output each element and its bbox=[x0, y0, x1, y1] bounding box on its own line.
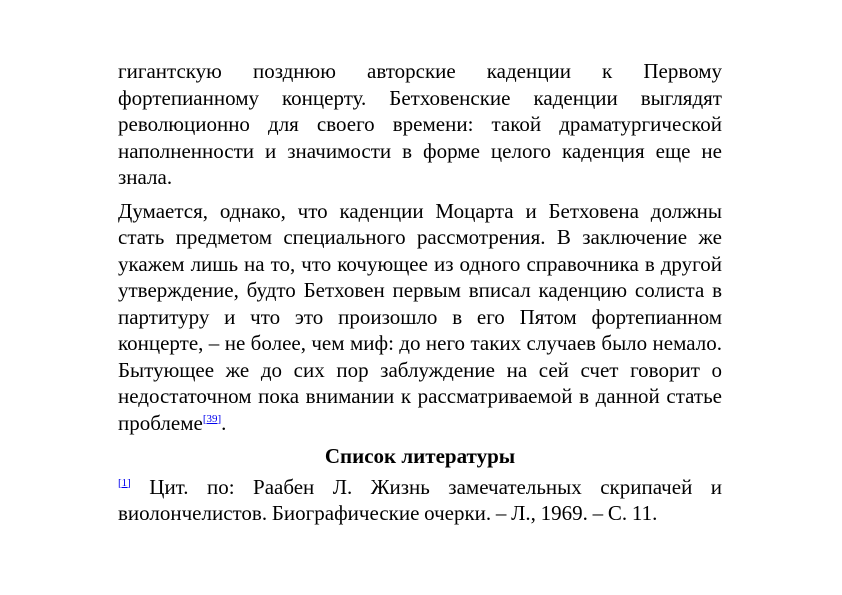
bibliography-heading: Список литературы bbox=[324, 444, 516, 468]
document-body bbox=[118, 58, 722, 534]
footnote-link-39[interactable]: [39] bbox=[202, 412, 222, 425]
paragraph-conclusion bbox=[118, 198, 722, 437]
footnote-link-1[interactable]: [1] bbox=[118, 476, 131, 489]
bibliography-entry bbox=[118, 474, 722, 527]
paragraph-conclusion-end: . bbox=[221, 410, 227, 435]
paragraph-cadenzas: гигантскую позднюю авторские каденции к Первому фортепианному концерту. Бетховенские каденции выглядят революционно для своего времени: такой драматургической наполненности и значимости в форме целого каденция еще не знала. bbox=[118, 59, 722, 189]
paragraph-conclusion-text: Думается, однако, что каденции Моцарта и Бетховена должны стать предметом специального рассмотрения. В заключение же укажем лишь на то, что кочующее из одного справочника в другой утверждение, будто Бетховен первым вписал каденцию солиста в партитуру и что это произошло в его Пятом фортепианном концерте, – не более, чем миф: до него таких случаев было немало. Бытующее же до сих пор заблуждение на сей счет говорит о недостаточном пока внимании к рассматриваемой в данной статье проблеме bbox=[118, 198, 722, 435]
bibliography-entry-text: Цит. по: Раабен Л. Жизнь замечательных скрипачей и виолончелистов. Биографические очерки. – Л., 1969. – С. 11. bbox=[118, 474, 722, 525]
